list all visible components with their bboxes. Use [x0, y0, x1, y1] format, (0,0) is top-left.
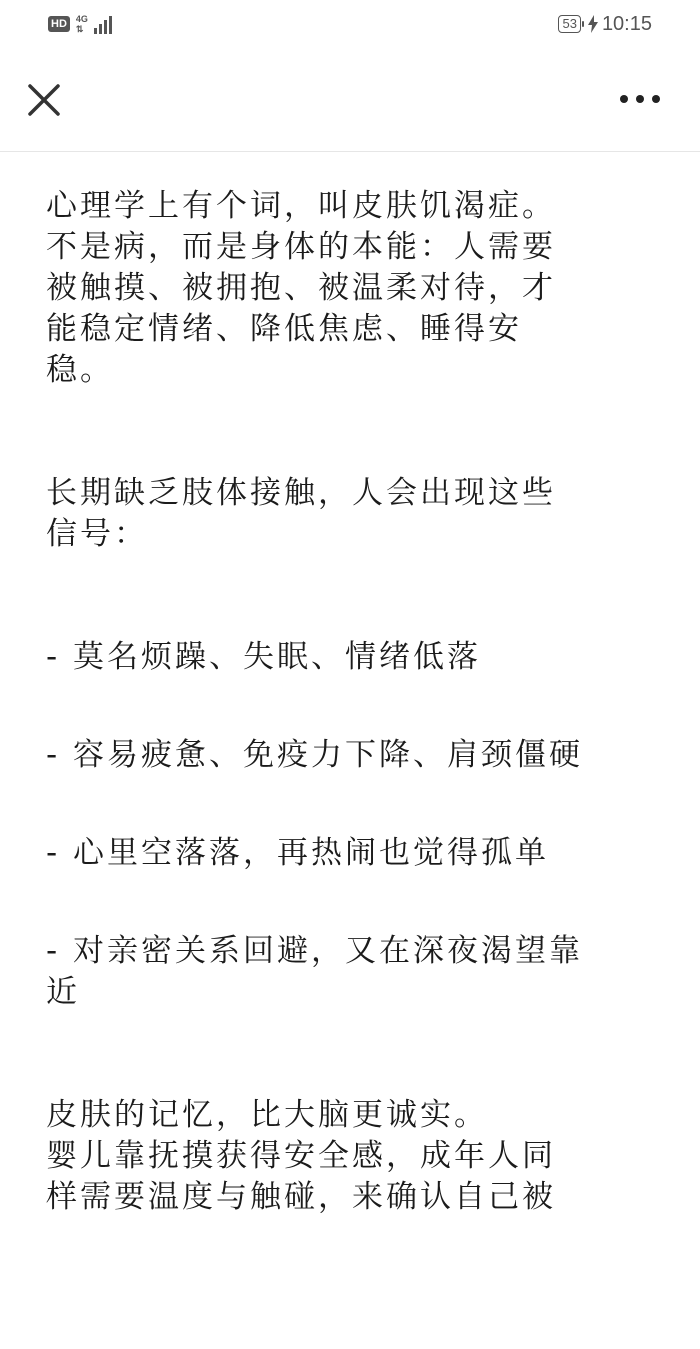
- signal-icon: [94, 14, 116, 34]
- paragraph-line: 心理学上有个词，叫皮肤饥渴症。: [46, 188, 556, 224]
- more-horizontal-icon: [616, 84, 664, 114]
- list-item: - 容易疲惫、免疫力下降、肩颈僵硬: [46, 737, 584, 773]
- paragraph-line: 信号：: [46, 516, 148, 552]
- paragraph-line: 能稳定情绪、降低焦虑、睡得安: [46, 311, 522, 347]
- clock: 10:15: [601, 12, 652, 35]
- paragraph-line: 稳。: [46, 352, 114, 388]
- close-button[interactable]: [22, 78, 66, 122]
- close-icon: [22, 78, 66, 122]
- paragraph-line: 被触摸、被拥抱、被温柔对待，才: [46, 270, 556, 306]
- more-button[interactable]: [616, 84, 664, 114]
- network-label: 4G: [75, 14, 88, 24]
- nav-bar: [0, 48, 700, 152]
- list-item: - 莫名烦躁、失眠、情绪低落: [46, 639, 482, 675]
- charging-icon: [588, 15, 598, 33]
- battery-icon: 53: [558, 15, 580, 33]
- status-bar: [0, 0, 700, 48]
- paragraph-line: 长期缺乏肢体接触，人会出现这些: [46, 475, 556, 511]
- paragraph-line: 样需要温度与触碰，来确认自己被: [46, 1179, 556, 1215]
- data-arrows-icon: ⇅: [75, 24, 84, 34]
- network-type: [76, 14, 88, 34]
- paragraph-line: 婴儿靠抚摸获得安全感，成年人同: [46, 1138, 556, 1174]
- list-item-continuation: 近: [46, 974, 80, 1010]
- paragraph-line: 不是病，而是身体的本能：人需要: [46, 229, 556, 265]
- article-body: [46, 186, 666, 1218]
- paragraph-line: 皮肤的记忆，比大脑更诚实。: [46, 1097, 488, 1133]
- hd-badge: HD: [48, 16, 70, 32]
- status-right: [558, 13, 652, 36]
- list-item: - 对亲密关系回避，又在深夜渴望靠: [46, 933, 584, 969]
- list-item: - 心里空落落，再热闹也觉得孤单: [46, 835, 550, 871]
- status-left: [48, 14, 116, 34]
